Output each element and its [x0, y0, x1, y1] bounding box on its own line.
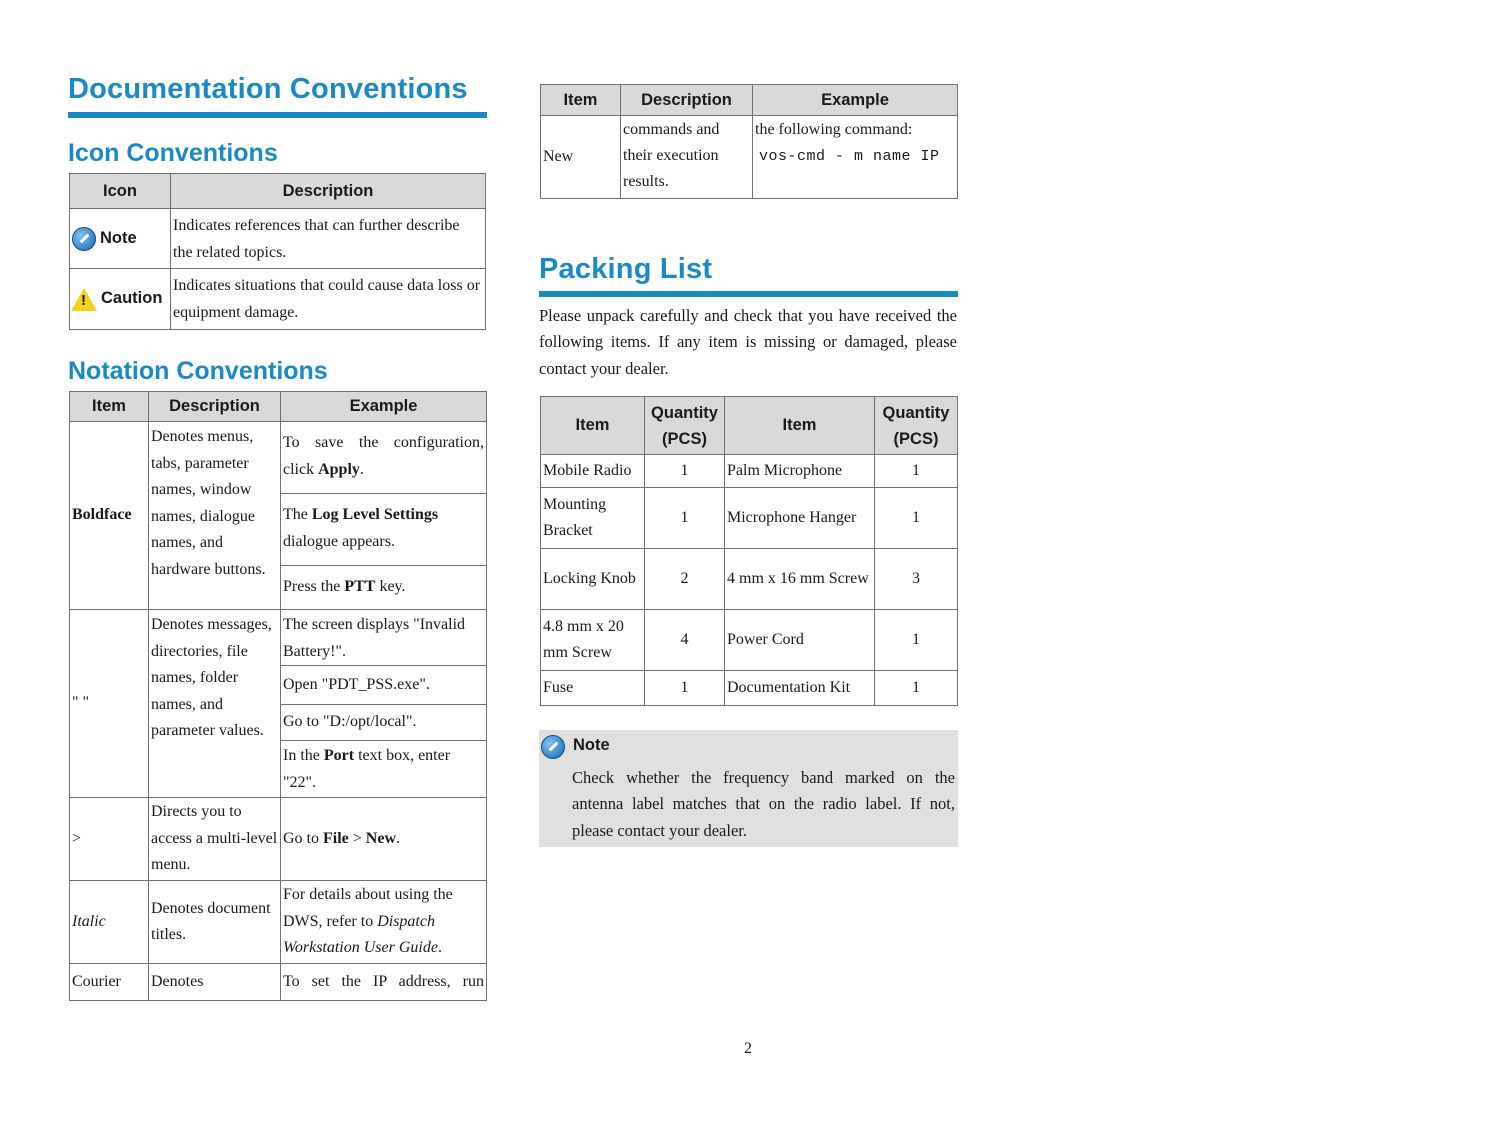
- note-description: Indicates references that can further describe the related topics.: [171, 209, 486, 269]
- table-row: [70, 798, 487, 881]
- packing-list-intro: Please unpack carefully and check that you have received the following items. If any item is missing or damaged, please contact your dealer.: [539, 306, 957, 378]
- example-header: Example: [281, 392, 487, 422]
- packing-list-table: [540, 396, 958, 706]
- table-row: [541, 488, 958, 549]
- note-box: [539, 730, 958, 847]
- table-row: [541, 116, 958, 199]
- packing-item: Mobile Radio: [541, 455, 645, 488]
- italic-item: Italic: [70, 881, 149, 964]
- icon-conventions-table: [69, 173, 486, 330]
- item-header: Item: [541, 85, 621, 116]
- quotes-example-2: Open "PDT_PSS.exe".: [281, 666, 487, 705]
- page-title: Documentation Conventions: [68, 73, 468, 105]
- example-header: Example: [753, 85, 958, 116]
- caution-description: Indicates situations that could cause data loss or equipment damage.: [171, 269, 486, 330]
- packing-qty: 1: [645, 455, 725, 488]
- courier-example: To set the IP address, run: [281, 964, 487, 1001]
- packing-qty: 3: [875, 549, 958, 610]
- packing-item: Microphone Hanger: [725, 488, 875, 549]
- arrow-description: Directs you to access a multi-level menu.: [149, 798, 281, 881]
- note-icon: [72, 227, 96, 251]
- packing-qty: 1: [645, 671, 725, 706]
- caution-icon: [71, 288, 97, 311]
- courier-item: Courier: [70, 964, 149, 1001]
- icon-conventions-heading: Icon Conventions: [68, 139, 278, 167]
- quantity-header-1: Quantity (PCS): [645, 397, 725, 455]
- icon-header: Icon: [70, 174, 171, 209]
- packing-item: Documentation Kit: [725, 671, 875, 706]
- quotes-description: Denotes messages, directories, file names, folder names, and parameter values.: [149, 610, 281, 798]
- note-text: Check whether the frequency band marked on the antenna label matches that on the radio label. If not, please contact your dealer.: [572, 768, 955, 840]
- packing-list-rule: [539, 291, 958, 297]
- packing-qty: 1: [875, 671, 958, 706]
- note-title: Note: [573, 736, 610, 754]
- quotes-example-4: In the Port text box, enter "22".: [281, 741, 487, 798]
- boldface-description: Denotes menus, tabs, parameter names, window names, dialogue names, and hardware buttons.: [149, 422, 281, 610]
- boldface-example-2: The Log Level Settings dialogue appears.: [281, 494, 487, 566]
- item-header-2: Item: [725, 397, 875, 455]
- caution-label: Caution: [101, 289, 163, 308]
- packing-item: Palm Microphone: [725, 455, 875, 488]
- note-icon-cell: [70, 209, 171, 269]
- new-example: the following command: vos-cmd - m name IP: [753, 116, 958, 199]
- quotes-item: " ": [70, 610, 149, 798]
- item-header-1: Item: [541, 397, 645, 455]
- description-header: Description: [171, 174, 486, 209]
- note-label: Note: [100, 228, 137, 247]
- packing-qty: 4: [645, 610, 725, 671]
- table-row: [70, 209, 486, 269]
- notation-conventions-table: [69, 391, 487, 1001]
- packing-qty: 1: [875, 455, 958, 488]
- arrow-example: Go to File > New.: [281, 798, 487, 881]
- boldface-example-1: To save the configuration, click Apply.: [281, 422, 487, 494]
- table-row: [541, 610, 958, 671]
- boldface-example-3: Press the PTT key.: [281, 566, 487, 610]
- description-header: Description: [149, 392, 281, 422]
- packing-qty: 1: [875, 488, 958, 549]
- arrow-item: >: [70, 798, 149, 881]
- packing-qty: 1: [645, 488, 725, 549]
- courier-description: Denotes: [149, 964, 281, 1001]
- packing-qty: 1: [875, 610, 958, 671]
- note-icon: [541, 735, 565, 759]
- new-item: New: [541, 116, 621, 199]
- quotes-example-3: Go to "D:/opt/local".: [281, 705, 487, 741]
- packing-item: Fuse: [541, 671, 645, 706]
- quotes-example-1: The screen displays "Invalid Battery!".: [281, 610, 487, 666]
- quantity-header-2: Quantity (PCS): [875, 397, 958, 455]
- table-row: [70, 422, 487, 494]
- caution-icon-cell: [70, 269, 171, 330]
- item-header: Item: [70, 392, 149, 422]
- packing-item: 4 mm x 16 mm Screw: [725, 549, 875, 610]
- table-row: [70, 881, 487, 964]
- page-number: 2: [744, 1040, 752, 1057]
- packing-item: Locking Knob: [541, 549, 645, 610]
- italic-example: For details about using the DWS, refer to Dispatch Workstation User Guide.: [281, 881, 487, 964]
- description-header: Description: [621, 85, 753, 116]
- packing-qty: 2: [645, 549, 725, 610]
- table-row: [70, 269, 486, 330]
- table-row: [541, 455, 958, 488]
- packing-item: Mounting Bracket: [541, 488, 645, 549]
- packing-list-heading: Packing List: [539, 253, 713, 285]
- notation-continued-table: [540, 84, 958, 199]
- table-row: [70, 964, 487, 1001]
- table-row: [70, 610, 487, 666]
- packing-item: Power Cord: [725, 610, 875, 671]
- table-row: [541, 671, 958, 706]
- italic-description: Denotes document titles.: [149, 881, 281, 964]
- new-description: commands and their execution results.: [621, 116, 753, 199]
- boldface-item: Boldface: [70, 422, 149, 610]
- title-rule: [68, 112, 487, 118]
- notation-conventions-heading: Notation Conventions: [68, 357, 328, 385]
- packing-item: 4.8 mm x 20 mm Screw: [541, 610, 645, 671]
- table-row: [541, 549, 958, 610]
